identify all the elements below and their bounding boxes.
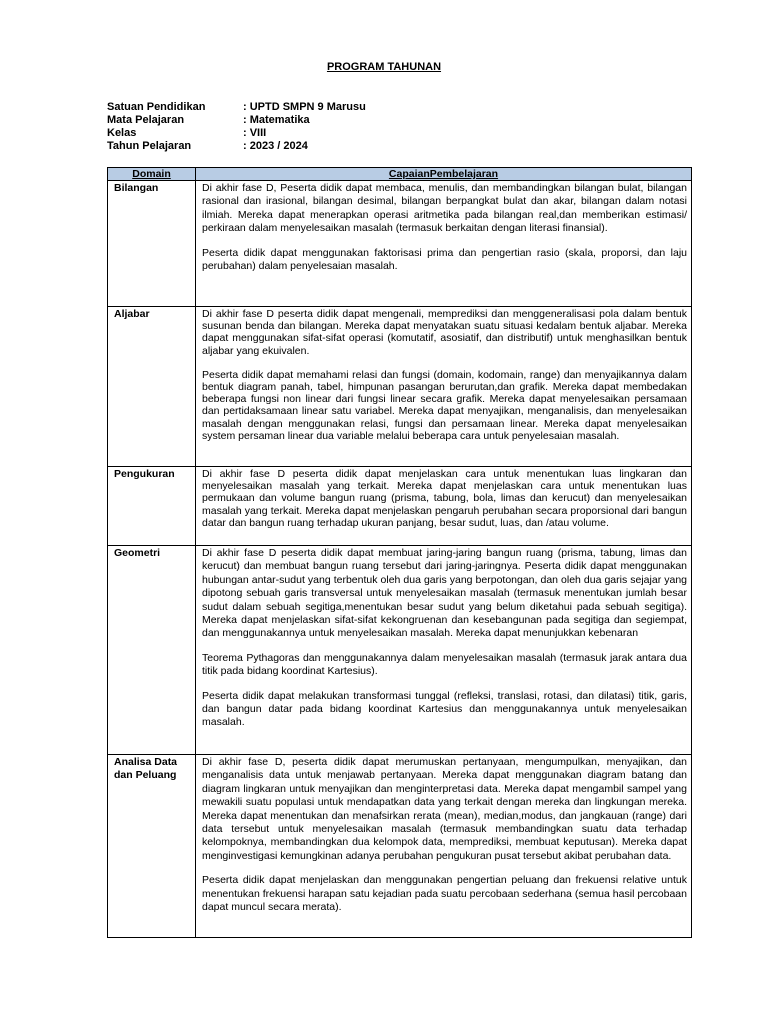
outcome-paragraph: Teorema Pythagoras dan menggunakannya dalam menyelesaikan masalah (termasuk jarak antara dua titik pada bidang koordinat Kartesius). xyxy=(202,651,687,678)
outcome-paragraph: Di akhir fase D, Peserta didik dapat membaca, menulis, dan membandingkan bilangan bulat, bilangan rasional dan irasional, bilangan desimal, bilangan berpangkat bulat dan akar, bilangan dalam notasi ilmiah. Mereka dapat menerapkan operasi aritmetika pada bilangan real,dan memberikan estimasi/ perkiraan dalam menyelesaikan masalah (termasuk berkaitan dengan literasi finansial). xyxy=(202,182,687,235)
outcome-paragraph: Di akhir fase D peserta didik dapat menjelaskan cara untuk menentukan luas lingkaran dan menyelesaikan masalah yang terkait. Mereka dapat menjelaskan cara untuk menentukan luas permukaan dan volume bangun ruang (prisma, tabung, bola, limas dan kerucut) dan menyelesaikan masalah yang terkait. Mereka dapat menjelaskan pengaruh perubahan secara proporsional dari bangun datar dan bangun ruang terhadap ukuran panjang, besar sudut, luas, dan /atau volume. xyxy=(202,468,687,529)
info-row-school xyxy=(107,101,366,114)
outcome-paragraph: Di akhir fase D peserta didik dapat membuat jaring-jaring bangun ruang (prisma, tabung, limas dan kerucut) dan membuat bangun ruang tersebut dari jaring-jaringnya. Peserta didik dapat menggunakan hubungan antar-sudut yang terbentuk oleh dua garis yang berpotongan, dan oleh dua garis sejajar yang dipotong sebuah garis transversal untuk menyelesaikan masalah (termasuk menentukan jumlah besar sudut dalam sebuah segitiga,menentukan besar sudut yang belum diketahui pada sebuah segitiga). Mereka dapat menjelaskan sifat-sifat kekongruenan dan kesebangunan pada segitiga dan segiempat, dan menggunakannya untuk menyelesaikan masalah. Mereka dapat menunjukkan kebenaran xyxy=(202,547,687,640)
outcome-cell xyxy=(196,181,692,307)
domain-cell: Analisa Data dan Peluang xyxy=(108,755,196,938)
domain-cell: Geometri xyxy=(108,546,196,755)
document-title: PROGRAM TAHUNAN xyxy=(326,61,442,73)
table-row xyxy=(108,181,692,307)
outcome-paragraph: Di akhir fase D, peserta didik dapat merumuskan pertanyaan, mengumpulkan, menyajikan, dan menganalisis data untuk menjawab pertanyaan. Mereka dapat menggunakan diagram batang dan diagram lingkaran untuk menyajikan dan menginterpretasi data. Mereka dapat mengambil sampel yang mewakili suatu populasi untuk mendapatkan data yang terkait dengan mereka dan lingkungan mereka. Mereka dapat menentukan dan menafsirkan rerata (mean), median,modus, dan jangkauan (range) dari data tersebut untuk menyelesaikan masalah (termasuk membandingkan suatu data terhadap kelompoknya, membandingkan dua kelompok data, memprediksi, membuat keputusan). Mereka dapat menginvestigasi kemungkinan adanya perubahan pengukuran pusat tersebut akibat perubahan data. xyxy=(202,756,687,862)
info-value: : UPTD SMPN 9 Marusu xyxy=(243,101,366,113)
info-value: : Matematika xyxy=(243,114,310,126)
header-domain: Domain xyxy=(108,168,196,181)
outcome-paragraph: Peserta didik dapat menggunakan faktorisasi prima dan pengertian rasio (skala, proporsi, dan laju perubahan) dalam penyelesaian masalah. xyxy=(202,246,687,273)
table-row xyxy=(108,467,692,546)
table-row xyxy=(108,755,692,938)
domain-cell: Pengukuran xyxy=(108,467,196,546)
outcome-cell xyxy=(196,467,692,546)
outcome-paragraph: Peserta didik dapat memahami relasi dan fungsi (domain, kodomain, range) dan menyajikannya dalam bentuk diagram panah, tabel, himpunan pasangan berurutan,dan grafik. Mereka dapat membedakan beberapa fungsi non linear dari fungsi linear secara grafik. Mereka dapat menyelesaikan persamaan dan pertidaksamaan linear satu variabel. Mereka dapat menyajikan, menganalisis, dan menyelesaikan masalah dengan menggunakan relasi, fungsi dan persamaan linear. Mereka dapat menyelesaikan system persaman linear dua variable melalui beberapa cara untuk penyelesaian masalah. xyxy=(202,368,687,442)
outcome-cell xyxy=(196,755,692,938)
info-value: : 2023 / 2024 xyxy=(243,140,308,152)
header-outcomes: CapaianPembelajaran xyxy=(196,168,692,181)
outcome-paragraph: Peserta didik dapat melakukan transformasi tunggal (refleksi, translasi, rotasi, dan dilatasi) titik, garis, dan bangun datar pada bidang koordinat Kartesius dan menggunakannya untuk menyelesaikan masalah. xyxy=(202,689,687,729)
info-label: Mata Pelajaran xyxy=(107,114,185,126)
outcome-cell xyxy=(196,546,692,755)
document-info xyxy=(107,101,366,153)
table-header-row xyxy=(108,168,692,181)
info-label: Satuan Pendidikan xyxy=(107,101,206,113)
info-label: Kelas xyxy=(107,127,137,139)
domain-cell: Bilangan xyxy=(108,181,196,307)
info-row-year xyxy=(107,140,366,153)
info-label: Tahun Pelajaran xyxy=(107,140,192,152)
outcome-cell xyxy=(196,307,692,467)
info-row-class xyxy=(107,127,366,140)
learning-outcomes-table xyxy=(107,167,692,938)
outcome-paragraph: Peserta didik dapat menjelaskan dan menggunakan pengertian peluang dan frekuensi relative untuk menentukan frekuensi harapan satu kejadian pada suatu percobaan sederhana (semua hasil percobaan dapat muncul secara merata). xyxy=(202,874,687,914)
info-value: : VIII xyxy=(243,127,267,139)
table-row xyxy=(108,307,692,467)
outcome-paragraph: Di akhir fase D peserta didik dapat mengenali, memprediksi dan menggeneralisasi pola dalam bentuk susunan benda dan bilangan. Mereka dapat menyatakan suatu situasi kedalam bentuk aljabar. Mereka dapat menggunakan sifat-sifat operasi (komutatif, asosiatif, dan distributif) untuk menghasilkan bentuk aljabar yang ekuivalen. xyxy=(202,308,687,357)
domain-cell: Aljabar xyxy=(108,307,196,467)
table-row xyxy=(108,546,692,755)
info-row-subject xyxy=(107,114,366,127)
